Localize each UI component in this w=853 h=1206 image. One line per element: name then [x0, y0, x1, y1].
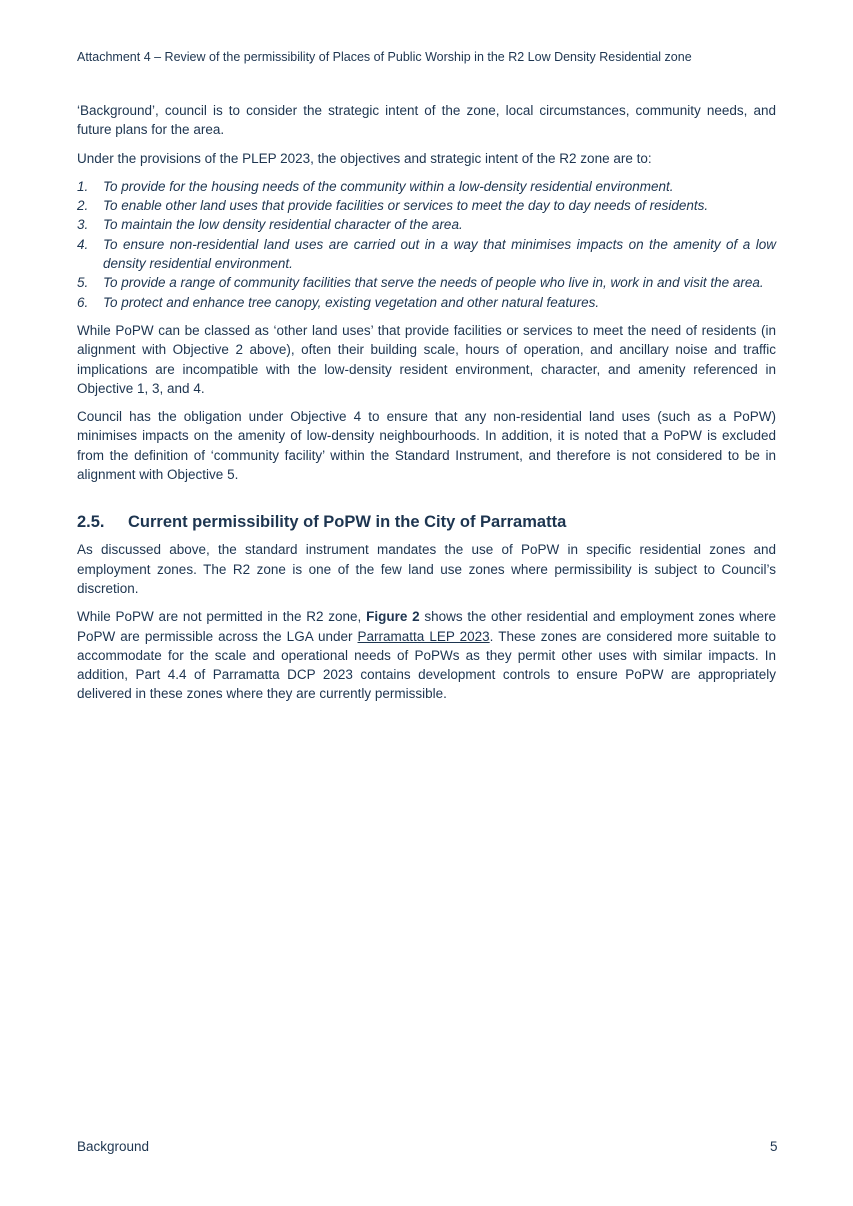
objective-number: 4.	[77, 236, 89, 252]
objective-number: 2.	[77, 198, 89, 214]
text-run: . These zones are considered more suitable to accommodate for the scale and operational needs of PoPWs as they permit other uses with similar impacts. In addition, Part 4.4 of Parramatta DCP 2023 contains development controls to ensure PoPW are appropriately delivered in these zones where they are currently permissible.	[77, 628, 776, 702]
page-header: Attachment 4 – Review of the permissibility of Places of Public Worship in the R2 Low Density Residential zone	[77, 50, 692, 64]
section-heading	[77, 511, 776, 533]
parramatta-lep-link[interactable]: Parramatta LEP 2023	[357, 628, 490, 644]
objective-text: To ensure non-residential land uses are carried out in a way that minimises impacts on the amenity of a low density residential environment.	[103, 236, 776, 272]
objective-number: 1.	[77, 178, 89, 194]
objective-text: To provide for the housing needs of the community within a low-density residential environment.	[103, 178, 674, 194]
footer-section-name: Background	[77, 1139, 150, 1154]
objective-item	[77, 196, 776, 215]
paragraph: Under the provisions of the PLEP 2023, the objectives and strategic intent of the R2 zone are to:	[77, 150, 652, 166]
section-number: 2.5.	[77, 513, 105, 532]
paragraph: Council has the obligation under Objective 4 to ensure that any non-residential land uses (such as a PoPW) minimises impacts on the amenity of low-density neighbourhoods. In addition, it is noted that a PoPW is excluded from the definition of ‘community facility’ within the Standard Instrument, and therefore is not considered to be in alignment with Objective 5.	[77, 409, 776, 483]
objective-text: To protect and enhance tree canopy, existing vegetation and other natural features.	[103, 294, 600, 310]
objective-text: To provide a range of community facilities that serve the needs of people who live in, work in and visit the area.	[103, 275, 764, 291]
objective-item	[77, 215, 776, 234]
objective-item	[77, 177, 776, 196]
objective-text: To maintain the low density residential character of the area.	[103, 217, 463, 233]
paragraph	[77, 607, 776, 703]
text-run: While PoPW are not permitted in the R2 zone,	[77, 609, 367, 625]
objective-item	[77, 293, 776, 312]
paragraph: While PoPW can be classed as ‘other land uses’ that provide facilities or services to meet the need of residents (in alignment with Objective 2 above), often their building scale, hours of operation, and ancillary noise and traffic implications are incompatible with the low-density resident environment, character, and amenity referenced in Objective 1, 3, and 4.	[77, 322, 776, 396]
objectives-list	[77, 177, 776, 312]
section-title: Current permissibility of PoPW in the City of Parramatta	[128, 513, 567, 532]
figure-reference: Figure 2	[366, 609, 420, 625]
paragraph: As discussed above, the standard instrument mandates the use of PoPW in specific residential zones and employment zones. The R2 zone is one of the few land use zones where permissibility is subject to Council’s discretion.	[77, 542, 776, 596]
page-number: 5	[770, 1139, 778, 1154]
objective-number: 5.	[77, 275, 89, 291]
objective-item	[77, 235, 776, 274]
paragraph: ‘Background’, council is to consider the strategic intent of the zone, local circumstances, community needs, and future plans for the area.	[77, 103, 776, 138]
objective-text: To enable other land uses that provide facilities or services to meet the day to day needs of residents.	[103, 198, 709, 214]
text-run: shows the other residential and employment zones where PoPW are permissible across the LGA under	[77, 609, 776, 644]
objective-number: 6.	[77, 294, 89, 310]
document-body	[77, 101, 776, 713]
objective-number: 3.	[77, 217, 89, 233]
objective-item	[77, 273, 776, 292]
